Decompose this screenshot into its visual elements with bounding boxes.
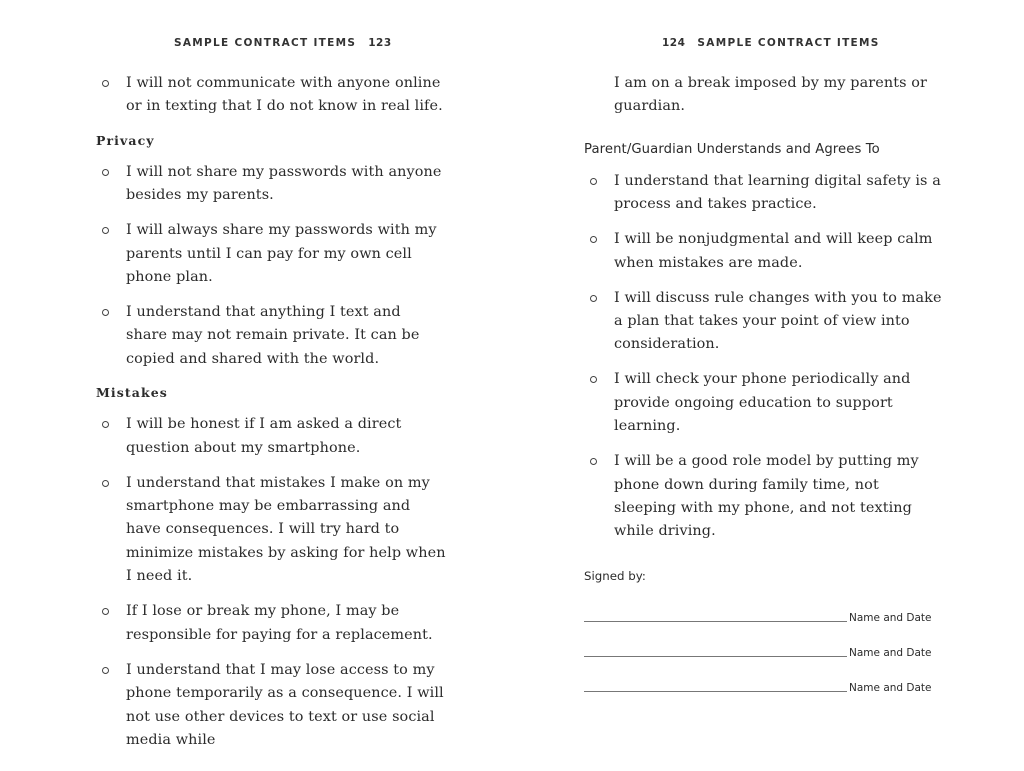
signature-line-label: Name and Date bbox=[849, 646, 932, 659]
list-item: I will not communicate with anyone online or in texting that I do not know in real life. bbox=[96, 72, 446, 119]
continued-item-text: I am on a break imposed by my parents or guardian. bbox=[614, 75, 928, 115]
signature-rule bbox=[584, 656, 847, 657]
signature-line bbox=[584, 633, 944, 668]
bullet-icon bbox=[590, 178, 597, 185]
bullet-icon bbox=[590, 458, 597, 465]
signature-line-label: Name and Date bbox=[849, 681, 932, 694]
list-item: I will always share my passwords with my parents until I can pay for my own cell phone plan. bbox=[96, 219, 446, 289]
left-page-body bbox=[96, 72, 446, 764]
running-head-right bbox=[662, 37, 880, 49]
bullet-icon bbox=[102, 608, 109, 615]
signed-by-label: Signed by: bbox=[584, 568, 646, 583]
running-head-title: SAMPLE CONTRACT ITEMS bbox=[174, 37, 357, 49]
bullet-icon bbox=[102, 667, 109, 674]
list-item: I will discuss rule changes with you to make a plan that takes your point of view into consideration. bbox=[584, 287, 944, 357]
signature-rule bbox=[584, 691, 847, 692]
list-item: I understand that learning digital safety is a process and takes practice. bbox=[584, 170, 944, 217]
bullet-icon bbox=[102, 169, 109, 176]
list-item: I understand that mistakes I make on my smartphone may be embarrassing and have consequences. I will try hard to minimize mistakes by asking for help when I need it. bbox=[96, 472, 446, 589]
bullet-icon bbox=[102, 80, 109, 87]
list-item: I will be a good role model by putting my phone down during family time, not sleeping with my phone, and not texting while driving. bbox=[584, 450, 944, 544]
list-item: I understand that anything I text and share may not remain private. It can be copied and shared with the world. bbox=[96, 301, 446, 371]
list-item: If I lose or break my phone, I may be responsible for paying for a replacement. bbox=[96, 600, 446, 647]
running-head-left bbox=[174, 37, 392, 49]
right-page-body bbox=[584, 72, 944, 703]
bullet-icon bbox=[102, 309, 109, 316]
signature-line bbox=[584, 598, 944, 633]
list-item: I will be honest if I am asked a direct question about my smartphone. bbox=[96, 413, 446, 460]
bullet-icon bbox=[590, 376, 597, 383]
section-heading-mistakes: Mistakes bbox=[96, 385, 168, 401]
signature-line bbox=[584, 668, 944, 703]
bullet-icon bbox=[102, 421, 109, 428]
list-item: I understand that I may lose access to my phone temporarily as a consequence. I will not use other devices to text or use social media while bbox=[96, 659, 446, 753]
list-item: I will not share my passwords with anyone besides my parents. bbox=[96, 161, 446, 208]
bullet-icon bbox=[590, 295, 597, 302]
section-heading-parent-guardian: Parent/Guardian Understands and Agrees To bbox=[584, 141, 880, 157]
list-item: I will be nonjudgmental and will keep calm when mistakes are made. bbox=[584, 228, 944, 275]
page-number: 124 bbox=[662, 37, 686, 49]
bullet-icon bbox=[102, 480, 109, 487]
list-item: I will check your phone periodically and provide ongoing education to support learning. bbox=[584, 368, 944, 438]
signature-line-label: Name and Date bbox=[849, 611, 932, 624]
bullet-icon bbox=[590, 236, 597, 243]
bullet-icon bbox=[102, 227, 109, 234]
running-head-title: SAMPLE CONTRACT ITEMS bbox=[697, 37, 880, 49]
right-page bbox=[512, 0, 1024, 771]
page-number: 123 bbox=[368, 37, 392, 49]
signature-rule bbox=[584, 621, 847, 622]
section-heading-privacy: Privacy bbox=[96, 132, 155, 148]
